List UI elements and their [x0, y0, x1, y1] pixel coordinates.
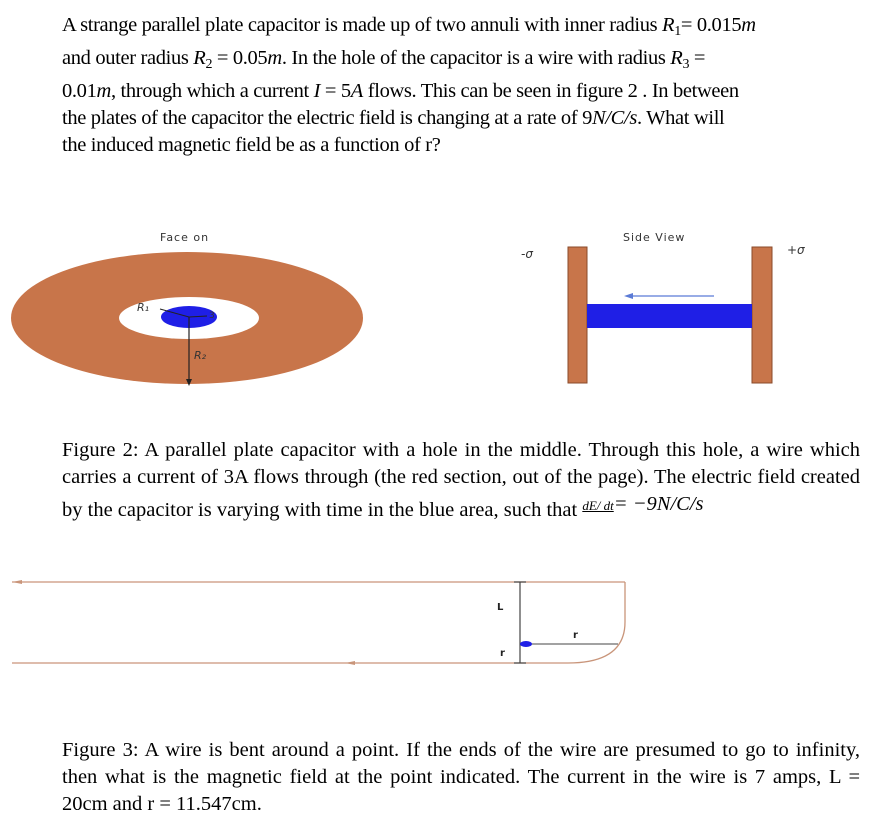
current-value: = 5	[320, 80, 351, 102]
r-vertical-label: r	[500, 648, 505, 659]
problem-text-1: A strange parallel plate capacitor is made up of two annuli with inner radius	[62, 14, 663, 36]
figure-2-caption-text: Figure 2: A parallel plate capacitor with a hole in the middle. Through this hole, a wire which carries a current of 3A flows through (the red section, out of the page). The electric field created by the capacitor is varying with time in the blue area, such that	[62, 439, 860, 521]
derivative-equation: = −9N/C/s	[613, 493, 704, 515]
r-horizontal-label: r	[573, 630, 578, 641]
bottom-wire-arrow	[345, 661, 355, 665]
field-point	[520, 641, 532, 647]
minus-sigma-label: -σ	[521, 247, 533, 261]
current-symbol: I	[313, 80, 321, 102]
r3-unit: m	[96, 80, 111, 102]
top-wire-arrow	[12, 580, 22, 584]
field-region	[587, 304, 752, 328]
derivative-label: dE/ dt	[582, 498, 614, 513]
problem-text-5: flows. This can be seen in figure 2 . In between	[362, 80, 739, 102]
r2-unit: m	[267, 47, 282, 69]
r2-subscript: 2	[205, 57, 213, 72]
problem-text-6: the plates of the capacitor the electric field is changing at a rate of 9	[62, 107, 592, 129]
r1-value: = 0.015	[680, 14, 742, 36]
field-arrowhead	[624, 293, 633, 299]
current-unit: A	[350, 80, 363, 102]
right-plate	[752, 247, 772, 383]
figure-2-caption	[62, 437, 860, 524]
L-label: L	[497, 602, 504, 613]
figure-3-caption-text: Figure 3: A wire is bent around a point. If the ends of the wire are presumed to go to infinity, then what is the magnetic field at the point indicated. The current in the wire is 7 amps, L = 20cm and r = 11.547cm.	[62, 739, 860, 815]
face-on-label: Face on	[160, 231, 210, 244]
left-plate	[568, 247, 587, 383]
problem-text-7: . What will	[636, 107, 725, 129]
problem-text-4: , through which a current	[110, 80, 314, 102]
r2-value: = 0.05	[212, 47, 268, 69]
rate-unit: N/C/s	[591, 107, 637, 129]
problem-text-3: . In the hole of the capacitor is a wire with radius	[281, 47, 671, 69]
r3-equals: =	[689, 47, 706, 69]
r1-label: R₁	[137, 301, 150, 314]
side-view-label: Side View	[623, 231, 686, 244]
r1-subscript: 1	[674, 24, 681, 39]
problem-text-2: and outer radius	[62, 47, 194, 69]
r3-symbol: R	[670, 47, 683, 69]
r2-symbol: R	[193, 47, 206, 69]
r1-unit: m	[741, 14, 756, 36]
r3-value: 0.01	[62, 80, 97, 102]
r1-symbol: R	[662, 14, 675, 36]
r2-label: R₂	[194, 349, 207, 362]
r3-label: 3	[209, 311, 215, 321]
plus-sigma-label: +σ	[787, 243, 805, 257]
problem-text-8: the induced magnetic field be as a function of r?	[62, 134, 441, 156]
figure-3-caption	[62, 737, 860, 818]
r3-subscript: 3	[682, 57, 690, 72]
curved-wire	[568, 622, 625, 663]
